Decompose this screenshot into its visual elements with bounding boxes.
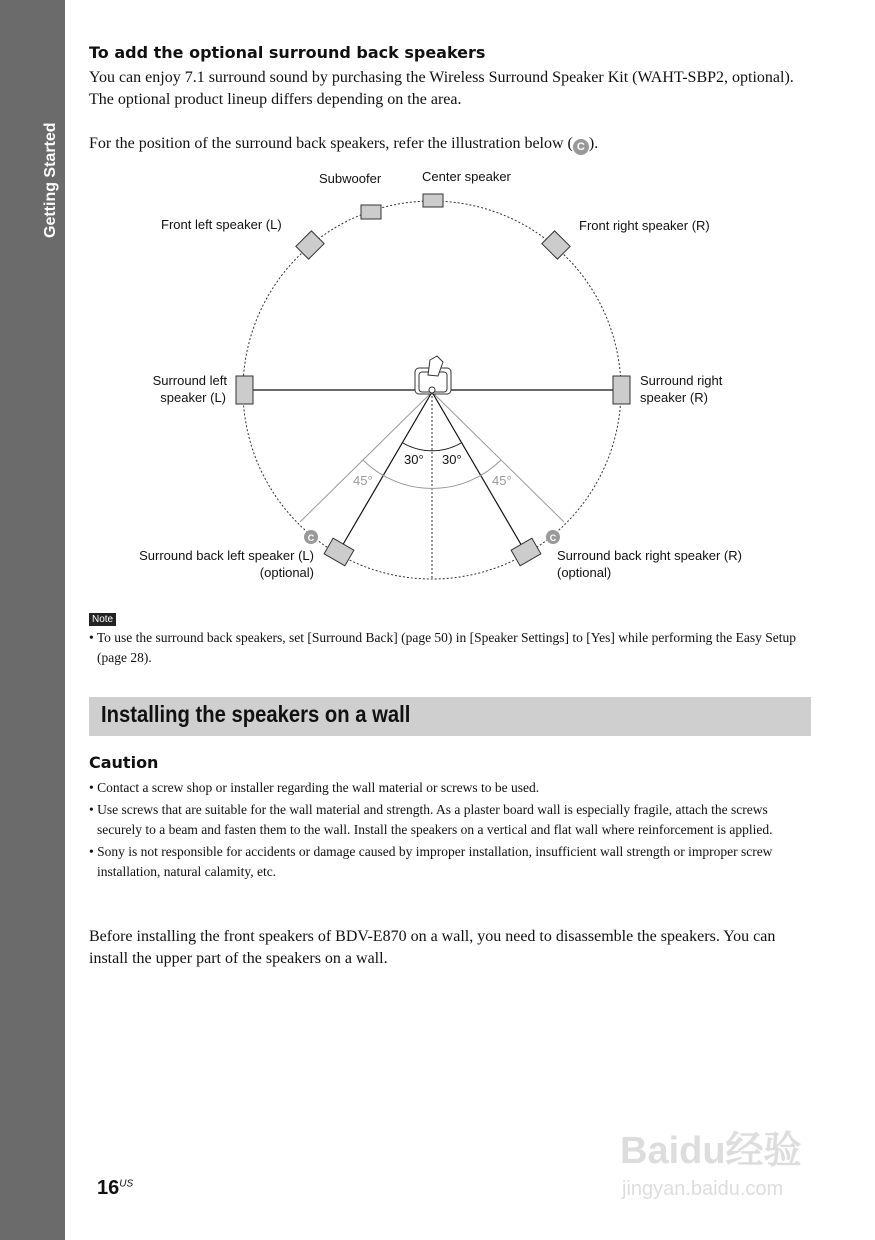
page-number [97, 1177, 133, 1200]
angle-45-right: 45° [492, 473, 512, 488]
center-label: Center speaker [422, 169, 511, 184]
wall-para: Before installing the front speakers of BDV-E870 on a wall, you need to disassemble the speakers. You can install the upper part of the speakers on a wall. [89, 928, 776, 967]
watermark-url: jingyan.baidu.com [622, 1178, 784, 1200]
front-left-label: Front left speaker (L) [161, 217, 282, 232]
surround-right-label-2: speaker (R) [640, 390, 708, 405]
surround-left-label-2: speaker (L) [160, 390, 226, 405]
c-marker-left-label: C [307, 533, 315, 543]
angle-30-right: 30° [442, 452, 462, 467]
back-right-label-2: (optional) [557, 565, 612, 580]
watermark: Baidu经验 [620, 1130, 802, 1172]
front-right-speaker-icon [542, 231, 570, 259]
caution-heading: Caution [89, 753, 159, 772]
note-text: • To use the surround back speakers, set [Surround Back] (page 50) in [Speaker Settings] to [Yes] while performing the Easy Setup (page 28). [89, 630, 797, 665]
section-title: Installing the speakers on a wall [101, 701, 411, 727]
surround-heading: To add the optional surround back speakers [89, 43, 486, 62]
angle-45-left: 45° [353, 473, 373, 488]
page-number-value: 16 [97, 1177, 120, 1199]
center-speaker-icon [423, 194, 443, 207]
surround-para1: You can enjoy 7.1 surround sound by purchasing the Wireless Surround Speaker Kit (WAHT-SBP2, optional). The optional product lineup differs depending on the area. [89, 69, 794, 108]
subwoofer-label: Subwoofer [319, 171, 382, 186]
para2-end: ). [588, 135, 599, 152]
back-left-speaker-icon [324, 538, 354, 566]
back-left-label-1: Surround back left speaker (L) [139, 548, 314, 563]
surround-right-speaker-icon [613, 376, 630, 404]
surround-left-speaker-icon [236, 376, 253, 404]
caution-list [89, 778, 811, 882]
c-marker-icon: C [573, 139, 589, 155]
speaker-layout-diagram [0, 0, 875, 610]
section-header [89, 697, 811, 736]
back-right-label-1: Surround back right speaker (R) [557, 548, 742, 563]
front-right-label: Front right speaker (R) [579, 218, 710, 233]
caution-item: • Sony is not responsible for accidents or damage caused by improper installation, insufficient wall strength or improper screw installation, natural calamity, etc. [89, 844, 773, 879]
back-left-label-2: (optional) [259, 565, 314, 580]
note-badge: Note [89, 613, 116, 626]
back-right-speaker-icon [511, 538, 541, 566]
c-marker-right-label: C [549, 533, 557, 543]
caution-item: • Contact a screw shop or installer regarding the wall material or screws to be used. [89, 780, 540, 795]
chapter-label: Getting Started [42, 122, 59, 238]
surround-left-label-1: Surround left [152, 373, 227, 388]
listener-icon [415, 356, 451, 394]
page-suffix: US [119, 1178, 134, 1190]
para2-text: For the position of the surround back speakers, refer the illustration below ( [89, 135, 573, 152]
angle-30-left: 30° [404, 452, 424, 467]
caution-item: • Use screws that are suitable for the wall material and strength. As a plaster board wall is especially fragile, attach the screws securely to a beam and fasten them to the wall. Install the speakers on a vertical and flat wall where reinforcement is applied. [89, 802, 773, 837]
line-30-right [432, 392, 526, 553]
subwoofer-icon [361, 205, 381, 219]
surround-right-label-1: Surround right [640, 373, 723, 388]
